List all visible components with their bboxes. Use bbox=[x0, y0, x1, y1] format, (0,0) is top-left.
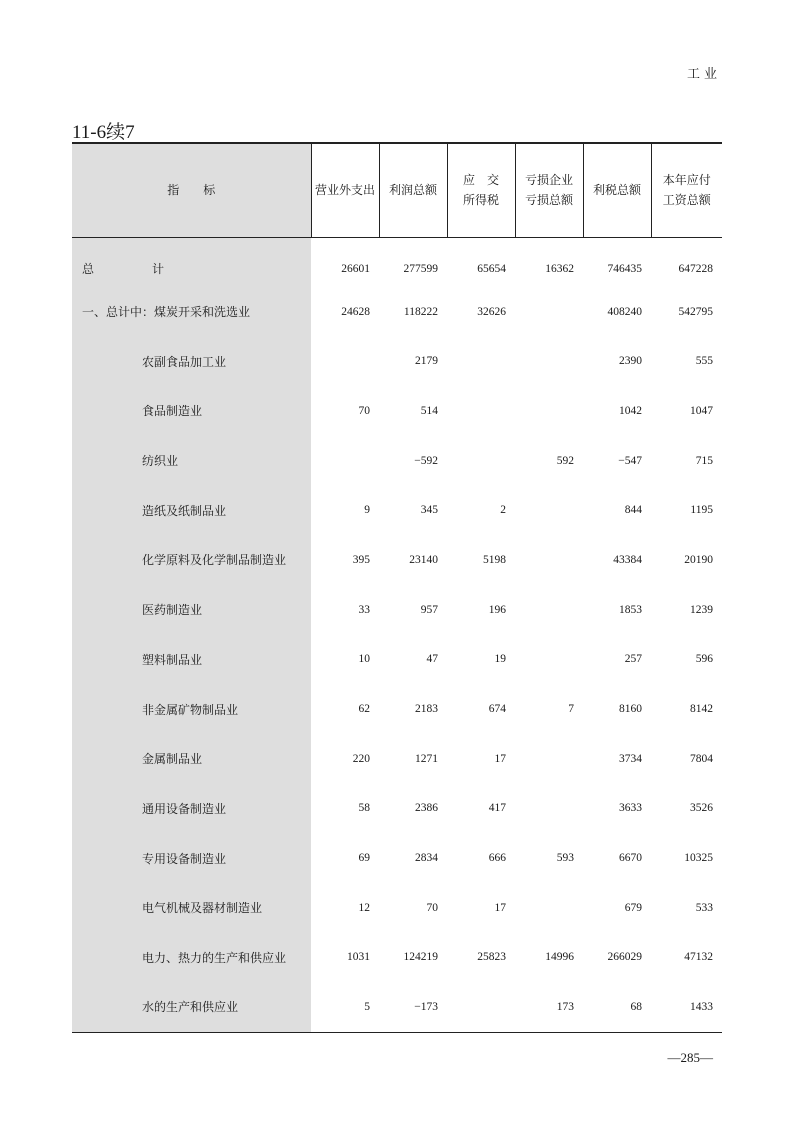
row-indicator: 金属制品业 bbox=[72, 734, 311, 784]
value-cell: 9 bbox=[364, 504, 370, 517]
value-cell: 596 bbox=[695, 653, 713, 666]
value-cell: −592 bbox=[414, 454, 438, 467]
table-row bbox=[72, 635, 722, 685]
value-cell: 47 bbox=[426, 653, 438, 666]
table-row bbox=[72, 734, 722, 784]
row-indicator: 电气机械及器材制造业 bbox=[72, 883, 311, 933]
value-cell bbox=[515, 535, 583, 585]
row-indicator: 电力、热力的生产和供应业 bbox=[72, 933, 311, 983]
value-cell: 3734 bbox=[619, 752, 642, 765]
value-cell: 1239 bbox=[690, 603, 713, 616]
value-cell bbox=[447, 386, 515, 436]
value-cell: 542795 bbox=[678, 305, 713, 318]
column-header bbox=[583, 143, 651, 237]
value-cell: 277599 bbox=[403, 262, 438, 275]
value-cell: 124219 bbox=[403, 951, 438, 964]
value-cell bbox=[447, 436, 515, 486]
value-cell: 2834 bbox=[415, 852, 438, 865]
row-indicator: 一、总计中：煤炭开采和洗选业 bbox=[72, 287, 311, 337]
row-indicator: 化学原料及化学制品制造业 bbox=[72, 535, 311, 585]
value-cell bbox=[447, 336, 515, 386]
value-cell: 555 bbox=[695, 355, 713, 368]
row-indicator: 纺织业 bbox=[72, 436, 311, 486]
value-cell: 70 bbox=[358, 404, 370, 417]
value-cell bbox=[311, 436, 379, 486]
column-header-line: 亏损企业 bbox=[524, 173, 573, 188]
column-header-indicator bbox=[72, 143, 311, 237]
table-row bbox=[72, 436, 722, 486]
value-cell: 844 bbox=[624, 504, 642, 517]
row-indicator: 农副食品加工业 bbox=[72, 336, 311, 386]
table-row bbox=[72, 485, 722, 535]
table-row bbox=[72, 784, 722, 834]
value-cell: 12 bbox=[358, 901, 370, 914]
total-label-char: 计 bbox=[152, 262, 165, 277]
value-cell: 1031 bbox=[347, 951, 370, 964]
value-cell: 679 bbox=[624, 901, 642, 914]
value-cell bbox=[515, 734, 583, 784]
value-cell bbox=[515, 336, 583, 386]
value-cell bbox=[515, 635, 583, 685]
value-cell: 10325 bbox=[684, 852, 713, 865]
value-cell: 257 bbox=[624, 653, 642, 666]
column-header-line: 利税总额 bbox=[592, 183, 641, 198]
value-cell bbox=[447, 982, 515, 1032]
table-row bbox=[72, 833, 722, 883]
table-row bbox=[72, 287, 722, 337]
value-cell: 68 bbox=[583, 982, 651, 1032]
column-header-line: 本年应付 bbox=[662, 173, 711, 188]
table-row bbox=[72, 336, 722, 386]
value-cell: 8142 bbox=[690, 703, 713, 716]
value-cell: −173 bbox=[379, 982, 447, 1032]
row-indicator: 塑料制品业 bbox=[72, 635, 311, 685]
total-label-char: 总 bbox=[82, 262, 95, 277]
table-header bbox=[72, 143, 722, 237]
value-cell: 220 bbox=[352, 752, 370, 765]
value-cell: 1195 bbox=[690, 504, 713, 517]
row-indicator: 食品制造业 bbox=[72, 386, 311, 436]
row-indicator bbox=[72, 237, 311, 287]
value-cell: 533 bbox=[695, 901, 713, 914]
value-cell: 266029 bbox=[607, 951, 642, 964]
value-cell: 2179 bbox=[415, 355, 438, 368]
value-cell: 408240 bbox=[607, 305, 642, 318]
table-row bbox=[72, 982, 722, 1032]
value-cell: 647228 bbox=[678, 262, 713, 275]
value-cell bbox=[515, 585, 583, 635]
value-cell: 10 bbox=[358, 653, 370, 666]
value-cell: 514 bbox=[420, 404, 438, 417]
value-cell: 32626 bbox=[477, 305, 506, 318]
value-cell: 746435 bbox=[607, 262, 642, 275]
table-row bbox=[72, 535, 722, 585]
value-cell: 1271 bbox=[415, 752, 438, 765]
value-cell: 33 bbox=[358, 603, 370, 616]
column-header bbox=[311, 143, 379, 237]
table-row bbox=[72, 883, 722, 933]
value-cell: 2386 bbox=[415, 802, 438, 815]
value-cell: 19 bbox=[494, 653, 506, 666]
value-cell bbox=[515, 485, 583, 535]
table-row bbox=[72, 585, 722, 635]
value-cell: 17 bbox=[494, 752, 506, 765]
value-cell: 1042 bbox=[619, 404, 642, 417]
column-header bbox=[447, 143, 515, 237]
value-cell: 7804 bbox=[690, 752, 713, 765]
value-cell: 25823 bbox=[477, 951, 506, 964]
statistics-table-container bbox=[72, 142, 722, 1033]
value-cell: 26601 bbox=[341, 262, 370, 275]
value-cell: 5 bbox=[311, 982, 379, 1032]
value-cell bbox=[515, 287, 583, 337]
row-indicator: 非金属矿物制品业 bbox=[72, 684, 311, 734]
table-title: 11-6续7 bbox=[72, 122, 135, 143]
row-indicator: 医药制造业 bbox=[72, 585, 311, 635]
value-cell: 593 bbox=[556, 852, 574, 865]
value-cell: 715 bbox=[695, 454, 713, 467]
total-row bbox=[72, 237, 722, 287]
value-cell bbox=[311, 336, 379, 386]
column-header-line: 工资总额 bbox=[662, 193, 711, 208]
column-header bbox=[515, 143, 583, 237]
value-cell: 47132 bbox=[684, 951, 713, 964]
value-cell: 118222 bbox=[403, 305, 438, 318]
value-cell: 17 bbox=[494, 901, 506, 914]
table-row bbox=[72, 386, 722, 436]
statistics-table bbox=[72, 142, 722, 1033]
value-cell: 20190 bbox=[684, 553, 713, 566]
value-cell: 196 bbox=[488, 603, 506, 616]
value-cell: 1853 bbox=[619, 603, 642, 616]
column-header-line: 营业外支出 bbox=[314, 183, 375, 198]
page-number: —285— bbox=[667, 1050, 713, 1065]
value-cell: 1433 bbox=[651, 982, 722, 1032]
value-cell: 395 bbox=[352, 553, 370, 566]
value-cell: 58 bbox=[358, 802, 370, 815]
row-indicator: 专用设备制造业 bbox=[72, 833, 311, 883]
value-cell: 674 bbox=[488, 703, 506, 716]
column-header-line: 应 交 bbox=[462, 173, 499, 188]
value-cell: 957 bbox=[420, 603, 438, 616]
value-cell bbox=[515, 784, 583, 834]
value-cell: 2183 bbox=[415, 703, 438, 716]
value-cell bbox=[515, 386, 583, 436]
value-cell: 14996 bbox=[545, 951, 574, 964]
value-cell: 65654 bbox=[477, 262, 506, 275]
value-cell: 24628 bbox=[341, 305, 370, 318]
section-label: 工业 bbox=[686, 67, 721, 82]
value-cell: 23140 bbox=[409, 553, 438, 566]
value-cell bbox=[515, 883, 583, 933]
value-cell: 666 bbox=[488, 852, 506, 865]
table-row bbox=[72, 933, 722, 983]
value-cell: 2 bbox=[500, 504, 506, 517]
header-row bbox=[72, 143, 722, 237]
total-label bbox=[82, 262, 164, 276]
table-body bbox=[72, 237, 722, 1032]
value-cell: 6670 bbox=[619, 852, 642, 865]
value-cell: 3526 bbox=[690, 802, 713, 815]
value-cell: 43384 bbox=[613, 553, 642, 566]
column-header-line: 亏损总额 bbox=[524, 193, 573, 208]
value-cell: 69 bbox=[358, 852, 370, 865]
column-header-line: 利润总额 bbox=[388, 183, 437, 198]
column-header-line: 指 标 bbox=[167, 183, 216, 198]
value-cell: 417 bbox=[488, 802, 506, 815]
value-cell: 2390 bbox=[619, 355, 642, 368]
value-cell: 345 bbox=[420, 504, 438, 517]
table-row bbox=[72, 684, 722, 734]
value-cell: 62 bbox=[358, 703, 370, 716]
value-cell: 8160 bbox=[619, 703, 642, 716]
value-cell: 1047 bbox=[690, 404, 713, 417]
column-header bbox=[651, 143, 722, 237]
row-indicator: 水的生产和供应业 bbox=[72, 982, 311, 1032]
value-cell: −547 bbox=[618, 454, 642, 467]
value-cell: 70 bbox=[426, 901, 438, 914]
value-cell: 592 bbox=[556, 454, 574, 467]
value-cell: 3633 bbox=[619, 802, 642, 815]
value-cell: 7 bbox=[568, 703, 574, 716]
value-cell: 16362 bbox=[545, 262, 574, 275]
column-header-line: 所得税 bbox=[462, 193, 499, 208]
value-cell: 173 bbox=[515, 982, 583, 1032]
row-indicator: 通用设备制造业 bbox=[72, 784, 311, 834]
value-cell: 5198 bbox=[483, 553, 506, 566]
column-header bbox=[379, 143, 447, 237]
row-indicator: 造纸及纸制品业 bbox=[72, 485, 311, 535]
